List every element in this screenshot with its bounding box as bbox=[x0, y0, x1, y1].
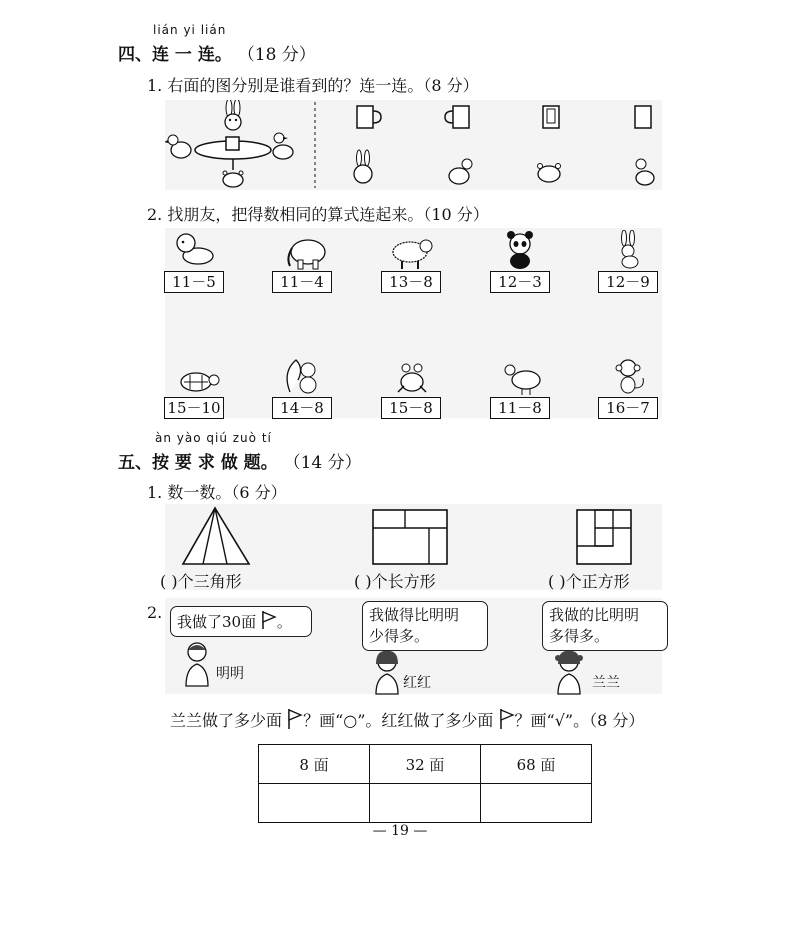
question-part-a: 兰兰做了多少面 bbox=[170, 711, 283, 730]
count-label: 个长方形 bbox=[371, 572, 436, 591]
mingming-icon bbox=[180, 640, 214, 688]
count-figures bbox=[165, 504, 662, 570]
speech-text: 我做了30面 bbox=[177, 613, 257, 631]
question-part-b: ？画“○”。红红做了多少面 bbox=[303, 711, 494, 730]
duck-right-icon bbox=[273, 133, 293, 159]
triangle-figure bbox=[183, 508, 249, 564]
viewpoint-figure bbox=[165, 100, 662, 190]
rabbit-icon bbox=[354, 150, 372, 183]
cup-view-2-icon bbox=[445, 106, 469, 128]
answer-cell[interactable] bbox=[259, 784, 370, 823]
section4-title-dot: 。 bbox=[214, 45, 232, 65]
section5-pinyin: àn yào qiú zuò tí bbox=[155, 431, 272, 445]
answer-blank[interactable]: ( ) bbox=[354, 572, 372, 591]
count-triangle bbox=[160, 569, 242, 592]
mingming-name: 明明 bbox=[216, 666, 244, 682]
rabbit-icon bbox=[610, 230, 650, 270]
lanlan-name: 兰兰 bbox=[592, 675, 620, 691]
expr-box[interactable]: 12－9 bbox=[598, 271, 658, 293]
expr-box[interactable]: 12－3 bbox=[490, 271, 550, 293]
expr-box[interactable]: 15－8 bbox=[381, 397, 441, 419]
section4-q2: 2. 找朋友，把得数相同的算式连起来。（10 分） bbox=[147, 205, 489, 224]
expr-box[interactable]: 11－4 bbox=[272, 271, 332, 293]
speech-bubble-honghong bbox=[362, 601, 488, 651]
question-part-c: ？画“√”。（8 分） bbox=[514, 711, 645, 730]
pig-bottom-icon bbox=[223, 171, 243, 187]
section5-q2-number: 2. bbox=[147, 603, 163, 622]
section4-title-text: 四、连 一 连 bbox=[118, 45, 215, 65]
hen-left-icon bbox=[165, 135, 191, 158]
flag-question bbox=[170, 708, 644, 731]
lanlan-icon bbox=[552, 650, 586, 696]
rectangle-figure bbox=[373, 510, 447, 564]
answer-blank[interactable]: ( ) bbox=[548, 572, 566, 591]
count-label: 个正方形 bbox=[565, 572, 630, 591]
honghong-icon bbox=[370, 650, 404, 696]
table-header-row bbox=[259, 745, 592, 784]
speech-text: 少得多。 bbox=[369, 627, 430, 645]
rabbit-top-icon bbox=[225, 100, 241, 130]
answer-table bbox=[258, 744, 592, 823]
flag-icon bbox=[261, 610, 277, 630]
section5-q1: 1. 数一数。（6 分） bbox=[147, 483, 287, 502]
expr-box[interactable]: 14－8 bbox=[272, 397, 332, 419]
duck-icon bbox=[636, 159, 654, 185]
section5-title-dot: 。 bbox=[260, 453, 278, 473]
elephant-icon bbox=[280, 230, 330, 270]
section5-points: （14 分） bbox=[283, 453, 362, 473]
section4-q1: 1. 右面的图分别是谁看到的？连一连。（8 分） bbox=[147, 76, 479, 95]
table-header-cell: 8 面 bbox=[259, 745, 370, 784]
table-header-cell: 68 面 bbox=[481, 745, 592, 784]
dog-icon bbox=[172, 230, 222, 270]
answer-cell[interactable] bbox=[370, 784, 481, 823]
squirrel-icon bbox=[282, 356, 322, 396]
section4-pinyin: lián yi lián bbox=[153, 23, 227, 37]
section5-title bbox=[118, 448, 362, 473]
section5-title-text: 五、按 要 求 做 题 bbox=[118, 453, 261, 473]
answer-cell[interactable] bbox=[481, 784, 592, 823]
expr-box[interactable]: 13－8 bbox=[381, 271, 441, 293]
expr-box[interactable]: 16－7 bbox=[598, 397, 658, 419]
speech-text: 多得多。 bbox=[549, 627, 610, 645]
flag-icon bbox=[499, 708, 515, 730]
hen-icon bbox=[500, 360, 544, 396]
answer-blank[interactable]: ( ) bbox=[160, 572, 178, 591]
panda-icon bbox=[500, 230, 540, 270]
expr-box[interactable]: 11－8 bbox=[490, 397, 550, 419]
frog-icon bbox=[390, 358, 434, 396]
turtle-icon bbox=[172, 360, 222, 396]
speech-text: 我做的比明明 bbox=[549, 606, 640, 624]
flag-icon bbox=[287, 708, 303, 730]
cup-view-3-icon bbox=[543, 106, 559, 128]
page-number: — 19 — bbox=[372, 823, 428, 839]
sheep-icon bbox=[386, 230, 436, 270]
expr-box[interactable]: 15－10 bbox=[164, 397, 224, 419]
honghong-name: 红红 bbox=[403, 675, 431, 691]
count-rectangle bbox=[354, 569, 436, 592]
monkey-icon bbox=[610, 356, 650, 396]
speech-bubble-mingming: 我做了30面 。 bbox=[170, 606, 312, 637]
count-square bbox=[548, 569, 630, 592]
table-header-cell: 32 面 bbox=[370, 745, 481, 784]
section4-points: （18 分） bbox=[237, 45, 316, 65]
table-answer-row bbox=[259, 784, 592, 823]
count-label: 个三角形 bbox=[177, 572, 242, 591]
section4-title bbox=[118, 40, 316, 65]
square-figure bbox=[577, 510, 631, 564]
speech-text: 我做得比明明 bbox=[369, 606, 460, 624]
hen-icon bbox=[449, 159, 472, 184]
cup-view-1-icon bbox=[357, 106, 381, 128]
speech-bubble-lanlan bbox=[542, 601, 668, 651]
expr-box[interactable]: 11－5 bbox=[164, 271, 224, 293]
cup-view-4-icon bbox=[635, 106, 651, 128]
pig-icon bbox=[538, 164, 561, 183]
